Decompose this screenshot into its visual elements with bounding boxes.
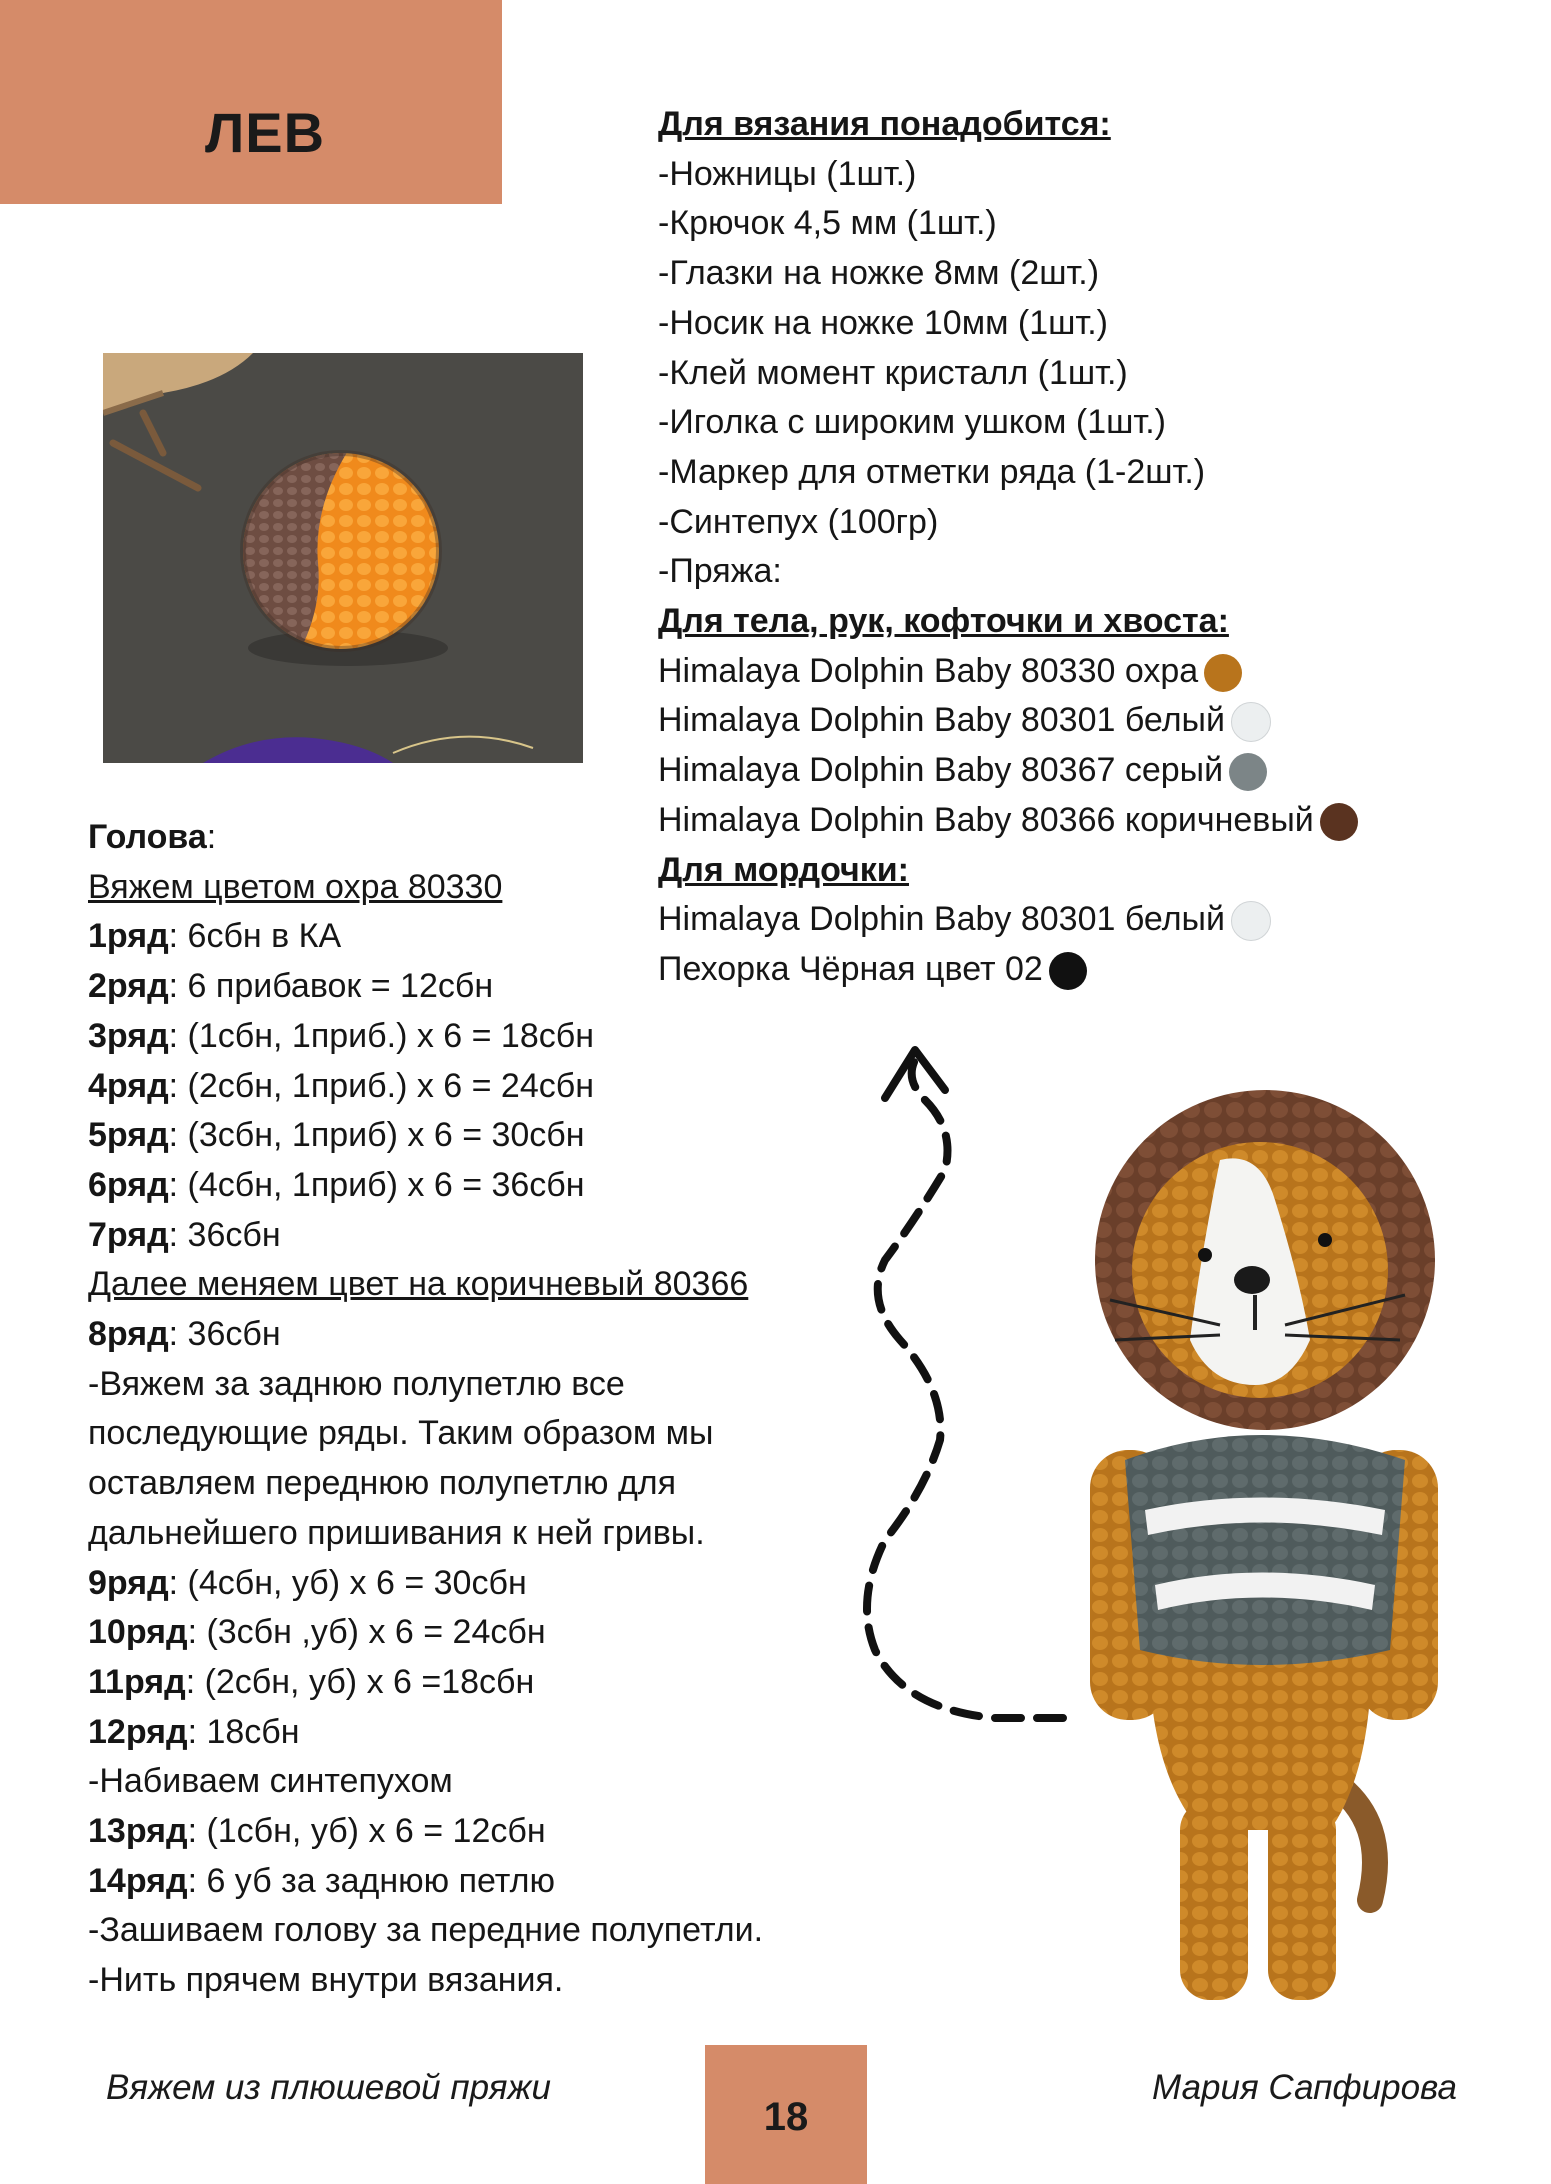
pattern-row: 12ряд: 18сбн <box>88 1712 300 1751</box>
note-line: -Зашиваем голову за передние полупетли. <box>88 1911 764 1950</box>
material-item: -Клей момент кристалл (1шт.) <box>658 353 1128 392</box>
material-item: -Носик на ножке 10мм (1шт.) <box>658 303 1108 342</box>
pattern-row: 6ряд: (4сбн, 1приб) х 6 = 36сбн <box>88 1165 585 1204</box>
lion-toy-photo <box>1070 1040 1480 2020</box>
footer-author: Мария Сапфирова <box>1152 2068 1457 2107</box>
pattern-row: 7ряд: 36сбн <box>88 1215 281 1254</box>
color-note: Далее меняем цвет на коричневый 80366 <box>88 1265 749 1304</box>
material-item: -Иголка с широким ушком (1шт.) <box>658 403 1166 442</box>
material-item: -Ножницы (1шт.) <box>658 154 917 193</box>
page-title: ЛЕВ <box>205 101 326 164</box>
material-item: -Синтепух (100гр) <box>658 502 939 541</box>
pattern-row: 1ряд: 6сбн в КА <box>88 917 342 956</box>
pattern-row: 14ряд: 6 уб за заднюю петлю <box>88 1861 555 1900</box>
head-pattern <box>88 813 848 2006</box>
material-item: -Пряжа: <box>658 552 782 591</box>
pattern-row: 2ряд: 6 прибавок = 12сбн <box>88 967 494 1006</box>
body-yarn-heading: Для тела, рук, кофточки и хвоста: <box>658 602 1229 641</box>
note-line: -Вяжем за заднюю полупетлю все <box>88 1364 625 1403</box>
color-note: Вяжем цветом охра 80330 <box>88 867 503 906</box>
yarn-swatch <box>1229 753 1267 791</box>
note-line: последующие ряды. Таким образом мы <box>88 1414 714 1453</box>
note-line: дальнейшего пришивания к ней гривы. <box>88 1513 705 1552</box>
pattern-row: 9ряд: (4сбн, уб) х 6 = 30сбн <box>88 1563 527 1602</box>
pattern-row: 5ряд: (3сбн, 1приб) х 6 = 30сбн <box>88 1116 585 1155</box>
page-number-box <box>705 2045 867 2184</box>
section-heading: Голова: <box>88 818 217 856</box>
note-line: -Набиваем синтепухом <box>88 1762 453 1801</box>
yarn-item: Himalaya Dolphin Baby 80301 белый <box>658 696 1458 746</box>
yarn-swatch <box>1231 901 1271 941</box>
yarn-item: Himalaya Dolphin Baby 80366 коричневый <box>658 796 1458 846</box>
material-item: -Крючок 4,5 мм (1шт.) <box>658 204 997 243</box>
yarn-swatch <box>1204 654 1242 692</box>
material-item: -Маркер для отметки ряда (1-2шт.) <box>658 452 1206 491</box>
dashed-arrow-path <box>845 1040 1085 1760</box>
yarn-item: Himalaya Dolphin Baby 80367 серый <box>658 746 1458 796</box>
pattern-row: 11ряд: (2сбн, уб) х 6 =18сбн <box>88 1662 535 1701</box>
material-item: -Глазки на ножке 8мм (2шт.) <box>658 254 1100 293</box>
face-yarn-heading: Для мордочки: <box>658 850 909 889</box>
footer-book-title: Вяжем из плюшевой пряжи <box>106 2068 551 2107</box>
head-photo <box>103 353 583 763</box>
pattern-row: 4ряд: (2сбн, 1приб.) х 6 = 24сбн <box>88 1066 595 1105</box>
title-banner <box>0 0 502 204</box>
yarn-swatch <box>1231 702 1271 742</box>
note-line: -Нить прячем внутри вязания. <box>88 1961 564 2000</box>
pattern-row: 8ряд: 36сбн <box>88 1315 281 1354</box>
pattern-row: 3ряд: (1сбн, 1приб.) х 6 = 18сбн <box>88 1016 595 1055</box>
note-line: оставляем переднюю полупетлю для <box>88 1464 677 1503</box>
yarn-item: Himalaya Dolphin Baby 80330 охра <box>658 647 1458 697</box>
yarn-swatch <box>1320 803 1358 841</box>
page-number: 18 <box>763 2095 809 2139</box>
pattern-row: 10ряд: (3сбн ,уб) х 6 = 24сбн <box>88 1613 546 1652</box>
yarn-swatch <box>1049 952 1087 990</box>
materials-heading: Для вязания понадобится: <box>658 105 1111 143</box>
yarn-item: Himalaya Dolphin Baby 80301 белый <box>658 895 1458 945</box>
yarn-item: Пехорка Чёрная цвет 02 <box>658 945 1458 995</box>
pattern-row: 13ряд: (1сбн, уб) х 6 = 12сбн <box>88 1812 546 1851</box>
